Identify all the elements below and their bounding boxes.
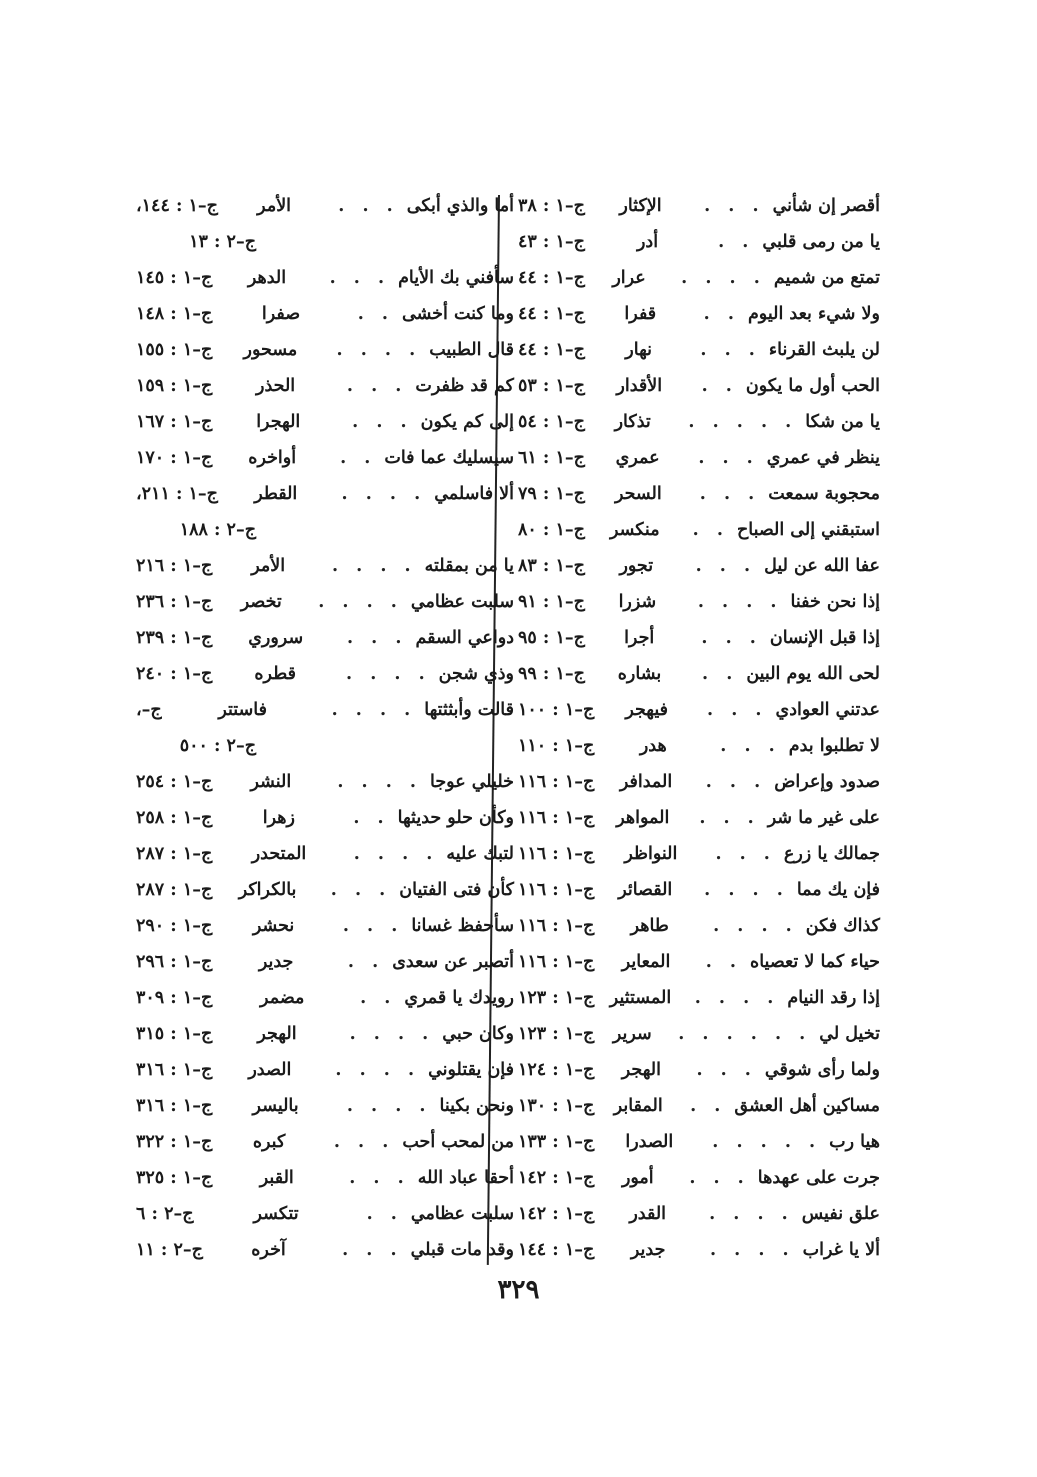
volume-page-reference: ج–١ : ١١٦ [518,916,595,936]
volume-page-reference: ج–٢ : ١١ [136,1240,203,1260]
volume-page-reference: ج–١ : ٢٣٦ [136,592,213,612]
leader-dots: . . . [698,448,759,468]
leader-dots: . . . . [713,916,798,936]
leader-dots: . . . [715,844,776,864]
volume-page-reference: ج–١ : ١١٦ [518,844,595,864]
index-entry [514,1124,880,1160]
volume-page-reference: ج–١ : ١١٦ [518,808,595,828]
leader-dots: . . . [696,1060,757,1080]
leader-dots: . . . . [709,1204,794,1224]
rhyme-word: الأمر [251,556,286,576]
volume-page-reference: ج–١ : ٢٥٨ [136,808,213,828]
verse-opening: لتبك عليه [446,844,514,864]
volume-page-reference: ج–١ : ٢٤٠ [136,664,213,684]
verse-opening: ينظر في عمري [766,448,880,468]
leader-dots: . . [360,988,397,1008]
index-entry [132,620,514,656]
volume-page-reference: ج–١ : ١١٦ [518,772,595,792]
index-entry [514,512,880,548]
leader-dots: . . . . [335,1060,421,1080]
leader-dots: . . . [701,628,762,648]
verse-opening: محجوبة سمعت [768,484,880,504]
index-entry [132,188,514,224]
rhyme-word: أجرا [624,628,655,648]
verse-opening: استبقني إلى الصباح [736,520,880,540]
index-entry [514,1232,880,1268]
leader-dots: . . [705,952,743,972]
index-entry [514,980,880,1016]
rhyme-word: بالكراكر [238,880,297,900]
leader-dots: . . . . [318,592,403,612]
verse-opening: سأفني بك الأيام [398,268,514,288]
leader-dots: . . . [707,700,768,720]
volume-page-reference: ج–١ : ٣٠٩ [136,988,213,1008]
volume-page-reference: ج–١ : ٢١١، [136,484,218,504]
rhyme-word: أدر [636,232,659,252]
index-entry [132,1124,514,1160]
verse-opening: جمالك يا زرع [783,844,880,864]
index-entry [514,764,880,800]
volume-page-reference: ج–١ : ١٣٠ [518,1096,595,1116]
volume-page-reference: ج–١ : ٢٩٦ [136,952,213,972]
reference-continuation: ج–٢ : ١٨٨ [179,520,256,540]
index-entry [514,872,880,908]
index-entry [132,476,514,512]
index-entry [514,944,880,980]
leader-dots: . . . . [704,880,789,900]
volume-page-reference: ج–١ : ١١٠ [518,736,595,756]
index-entry [132,584,514,620]
rhyme-word: قطره [254,664,296,684]
volume-page-reference: ج–١ : ١٠٠ [518,700,595,720]
index-entry [132,368,514,404]
rhyme-word: أواخره [248,448,297,468]
volume-page-reference: ج–١ : ٤٤ [518,304,585,324]
verse-opening: يا من رمى قلبي [762,232,880,252]
leader-dots: . . . . [331,556,417,576]
leader-dots: . . . . [697,592,783,612]
leader-dots: . . . . [349,1024,435,1044]
rhyme-word: المستثير [609,988,672,1008]
volume-page-reference: ج–١ : ٢٩٠ [136,916,213,936]
leader-dots: . . . . [709,1240,795,1260]
volume-page-reference: ج–١ : ١٥٩ [136,376,213,396]
index-entry [514,296,880,332]
verse-opening: حياء كما لا تعصياه [750,952,880,972]
rhyme-word: الهجر [621,1060,661,1080]
volume-page-reference: ج–١ : ٩١ [518,592,585,612]
volume-page-reference: ج–١ : ١٤٤ [518,1240,595,1260]
rhyme-word: الحذر [256,376,296,396]
volume-page-reference: ج–١ : ٩٥ [518,628,585,648]
index-entry [514,440,880,476]
index-entry [514,728,880,764]
rhyme-word: جدير [630,1240,666,1260]
rhyme-word: عمري [615,448,660,468]
verse-opening: وذي شجن [438,664,514,684]
volume-page-reference: ج–١ : ٢٨٧ [136,844,213,864]
verse-opening: سيسليك عما فات [384,448,514,468]
volume-page-reference: ج–١ : ٦١ [518,448,585,468]
rhyme-word: زهرا [262,808,295,828]
index-entry [132,944,514,980]
leader-dots: . . . . [681,268,766,288]
leader-dots: . . . [699,484,761,504]
index-entry [514,836,880,872]
leader-dots: . . . [346,628,408,648]
leader-dots: . . . [346,376,408,396]
rhyme-word: الأمر [257,196,292,216]
verse-opening: لن يلبث القرناء [768,340,880,360]
index-entry [132,440,514,476]
verse-opening: هيا رب [829,1132,880,1152]
rhyme-word: شزرا [618,592,657,612]
rhyme-word: الهجرا [256,412,301,432]
leader-dots: . . . [330,880,392,900]
leader-dots: . . . [352,412,413,432]
volume-page-reference: ج–١ : ٨٠ [518,520,585,540]
volume-page-reference: ج–١ : ٣٨ [518,196,585,216]
rhyme-word: السحر [614,484,662,504]
leader-dots: . . . . [336,340,422,360]
rhyme-word: تخصر [240,592,282,612]
rhyme-word: فاستتر [218,700,267,720]
reference-continuation: ج–٢ : ١٣ [189,232,256,252]
rhyme-word: الأقدار [616,376,663,396]
leader-dots: . . . . [694,988,780,1008]
page-number: ٣٢٩ [497,1275,540,1305]
rhyme-word: نهار [625,340,653,360]
verse-opening: يا من بمقلته [424,556,514,576]
verse-opening: وكأن حلو حديثها [397,808,514,828]
volume-page-reference: ج–١ : ١٢٤ [518,1060,595,1080]
verse-opening: كذاك فكن [805,916,880,936]
reference-continuation: ج–٢ : ٥٠٠ [179,736,256,756]
rhyme-word: المتحدر [251,844,307,864]
leader-dots: . . . . . . [678,1024,812,1044]
index-entry [514,656,880,692]
leader-dots: . . [718,232,755,252]
rhyme-word: الهجر [257,1024,297,1044]
leader-dots: . . . [700,340,761,360]
verse-opening: تمتع من شميم [773,268,880,288]
leader-dots: . . . [333,1132,395,1152]
volume-page-reference: ج–١ : ١٤٤، [136,196,218,216]
leader-dots: . . . . [353,844,439,864]
rhyme-word: القصائر [618,880,673,900]
volume-page-reference: ج–١ : ١٧٠ [136,448,213,468]
volume-page-reference: ج–١ : ١٥٥ [136,340,213,360]
index-entry [132,908,514,944]
rhyme-word: تجور [619,556,654,576]
verse-opening: جرت على عهدها [757,1168,880,1188]
volume-page-reference: ج–١ : ٨٣ [518,556,585,576]
index-entry [132,1196,514,1232]
leader-dots: . . . [695,556,757,576]
verse-opening: فإن يك مما [796,880,880,900]
rhyme-word: فيهجر [625,700,668,720]
rhyme-word: الصدر [248,1060,292,1080]
index-entry [514,692,880,728]
rhyme-word: المدافر [619,772,673,792]
rhyme-word: النواظر [624,844,678,864]
rhyme-word: سرير [612,1024,652,1044]
leader-dots: . . [357,304,394,324]
verse-opening: إلى كم يكون [420,412,514,432]
volume-page-reference: ج–١ : ٣١٦ [136,1096,213,1116]
leader-dots: . . . [689,1168,750,1188]
rhyme-word: منكسر [609,520,660,540]
volume-page-reference: ج–٢ : ٦ [136,1204,194,1224]
verse-opening: الحب أول ما يكون [745,376,880,396]
verse-opening: أما والذي أبكى [406,196,514,216]
index-entry [132,1232,514,1268]
index-entry [132,836,514,872]
index-entry [132,980,514,1016]
verse-opening: ولا شيء بعد اليوم [747,304,880,324]
leader-dots: . . . [720,736,781,756]
leader-dots: . . [353,808,390,828]
verse-opening: إذا نحن خفنا [790,592,880,612]
verse-opening: على غير ما شر [767,808,880,828]
volume-page-reference: ج–١ : ٩٩ [518,664,585,684]
verse-opening: رويدك يا قمري [404,988,514,1008]
verse-opening: عفا الله عن ليل [764,556,880,576]
index-entry [514,368,880,404]
rhyme-word: هدر [639,736,667,756]
volume-page-reference: ج–١ : ١٦٧ [136,412,213,432]
right-column [514,188,880,1268]
leader-dots: . . . . . [688,412,798,432]
verse-opening: ونحن بكينا [439,1096,514,1116]
rhyme-word: القطر [254,484,298,504]
verse-opening: كأن فتى الفتيان [399,880,514,900]
volume-page-reference: ج–١ : ٣٢٢ [136,1132,213,1152]
rhyme-word: المواهر [616,808,670,828]
leader-dots: . . [692,520,729,540]
index-entry [132,260,514,296]
index-entry [514,332,880,368]
verse-opening: سأحفظ غسانا [411,916,514,936]
volume-page-reference: ج–١ : ٣٢٥ [136,1168,213,1188]
rhyme-word: المقابر [613,1096,663,1116]
index-entry [132,692,514,728]
volume-page-reference: ج–١ : ٤٣ [518,232,585,252]
verse-opening: لحى الله يوم البين [746,664,880,684]
index-entry [514,1088,880,1124]
verse-opening: ألا يا غراب [802,1240,880,1260]
volume-page-reference: ج–١ : ١٢٣ [518,988,595,1008]
rhyme-word: الإكثار [619,196,662,216]
verse-opening: قالت وأبثثتها [424,700,514,720]
volume-page-reference: ج–١ : ٢٥٤ [136,772,213,792]
leader-dots: . . . . . [712,1132,822,1152]
verse-opening: ولما رأى شوقي [764,1060,880,1080]
index-entry [514,1160,880,1196]
leader-dots: . . . [338,196,399,216]
leader-dots: . . [690,1096,727,1116]
index-entry [132,1052,514,1088]
rhyme-word: سروري [248,628,304,648]
rhyme-word: بشاره [617,664,662,684]
volume-page-reference: ج–١ : ١٤٢ [518,1168,595,1188]
index-entry [132,872,514,908]
rhyme-word: مسحور [243,340,298,360]
volume-page-reference: ج–١ : ٧٩ [518,484,585,504]
index-entry [132,1016,514,1052]
verse-opening: أتصبر عن سعدى [392,952,514,972]
rhyme-word: قفرا [624,304,657,324]
verse-opening: خليلي عوجا [430,772,514,792]
index-entry [514,404,880,440]
leader-dots: . . [701,376,738,396]
index-entry [514,260,880,296]
index-entry [514,548,880,584]
index-entry [514,1196,880,1232]
rhyme-word: المعاير [621,952,671,972]
index-entry [514,188,880,224]
rhyme-word: القدر [629,1204,667,1224]
rhyme-word: باليسر [252,1096,299,1116]
verse-opening: قال الطبيب [429,340,514,360]
verse-opening: مساكين أهل العشق [734,1096,880,1116]
verse-opening: من لمحب أحب [402,1132,514,1152]
leader-dots: . . . [349,1168,410,1188]
index-entry [132,764,514,800]
rhyme-word: تتكسر [253,1204,299,1224]
rhyme-word: جدير [258,952,294,972]
rhyme-word: الصدرا [625,1132,674,1152]
volume-page-reference: ج–١ : ١٣٣ [518,1132,595,1152]
volume-page-reference: ج–١ : ٤٤ [518,340,585,360]
leader-dots: . . . . [346,1096,432,1116]
volume-page-reference: ج–١ : ٥٣ [518,376,585,396]
index-entry [132,548,514,584]
leader-dots: . . . [342,1240,403,1260]
verse-opening: إذا رقد النيام [787,988,880,1008]
verse-opening: لا تطلبوا بدم [788,736,880,756]
verse-opening: وما كنت أخشى [401,304,514,324]
verse-opening: فإن يقتلوني [428,1060,514,1080]
rhyme-word: كبره [252,1132,286,1152]
verse-opening: وقد مات قبلي [410,1240,514,1260]
index-entry [132,656,514,692]
index-entry [514,1052,880,1088]
volume-page-reference: ج–، [136,700,162,720]
volume-page-reference: ج–١ : ٣١٥ [136,1024,213,1044]
leader-dots: . . [340,448,377,468]
verse-opening: عدتني العوادي [775,700,880,720]
leader-dots: . . . [699,808,760,828]
verse-opening: أقصر إن شأني [772,196,880,216]
leader-dots: . . . [705,772,767,792]
index-entry [132,404,514,440]
verse-opening: سلبت عظامي [410,1204,514,1224]
volume-page-reference: ج–١ : ٥٤ [518,412,585,432]
rhyme-word: القبر [259,1168,294,1188]
volume-page-reference: ج–١ : ٤٤ [518,268,585,288]
leader-dots: . . . [342,916,404,936]
index-entry [132,800,514,836]
index-entry [514,620,880,656]
volume-page-reference: ج–١ : ١٢٣ [518,1024,595,1044]
verse-opening: دواعي السقم [415,628,514,648]
leader-dots: . . . . [346,664,431,684]
index-entry [132,1160,514,1196]
verse-opening: إذا قبل الإنسان [769,628,880,648]
volume-page-reference: ج–١ : ٢١٦ [136,556,213,576]
rhyme-word: صفرا [261,304,301,324]
leader-dots: . . [347,952,385,972]
index-entry [514,1016,880,1052]
rhyme-word: عرار [612,268,646,288]
rhyme-word: تذكار [614,412,651,432]
volume-page-reference: ج–١ : ١٤٢ [518,1204,595,1224]
index-entry [514,908,880,944]
volume-page-reference: ج–١ : ٣١٦ [136,1060,213,1080]
leader-dots: . . . [329,268,391,288]
verse-opening: يا من شكا [805,412,880,432]
verse-opening: علق نفيس [801,1204,880,1224]
verse-opening: صدود وإعراض [774,772,880,792]
index-entry [514,224,880,260]
rhyme-word: طاهر [630,916,669,936]
index-entry [132,332,514,368]
leader-dots: . . [366,1204,403,1224]
verse-opening: سلبت عظامي [410,592,514,612]
leader-dots: . . [702,664,739,684]
index-entry [514,800,880,836]
verse-opening: أحقا عباد الله [417,1168,514,1188]
rhyme-word: آخره [251,1240,286,1260]
rhyme-word: النشر [250,772,292,792]
volume-page-reference: ج–١ : ١٤٥ [136,268,213,288]
volume-page-reference: ج–١ : ٢٣٩ [136,628,213,648]
index-entry [514,584,880,620]
volume-page-reference: ج–١ : ١٤٨ [136,304,213,324]
volume-page-reference: ج–١ : ٢٨٧ [136,880,213,900]
index-entry [132,1088,514,1124]
volume-page-reference: ج–١ : ١١٦ [518,952,595,972]
verse-opening: ألا فاسلمي [434,484,514,504]
leader-dots: . . . [704,196,765,216]
rhyme-word: الدهر [247,268,287,288]
left-column [132,188,514,1268]
leader-dots: . . . . [337,772,422,792]
leader-dots: . . . . [331,700,417,720]
rhyme-word: مضمر [260,988,305,1008]
verse-opening: تخيل لي [819,1024,880,1044]
index-entry [514,476,880,512]
volume-page-reference: ج–١ : ١١٦ [518,880,595,900]
verse-opening: وكان حبي [442,1024,514,1044]
rhyme-word: أمور [621,1168,654,1188]
verse-opening: كم قد ظفرت [415,376,514,396]
index-entry [132,296,514,332]
leader-dots: . . [703,304,740,324]
rhyme-word: نحشر [252,916,295,936]
leader-dots: . . . . [341,484,427,504]
